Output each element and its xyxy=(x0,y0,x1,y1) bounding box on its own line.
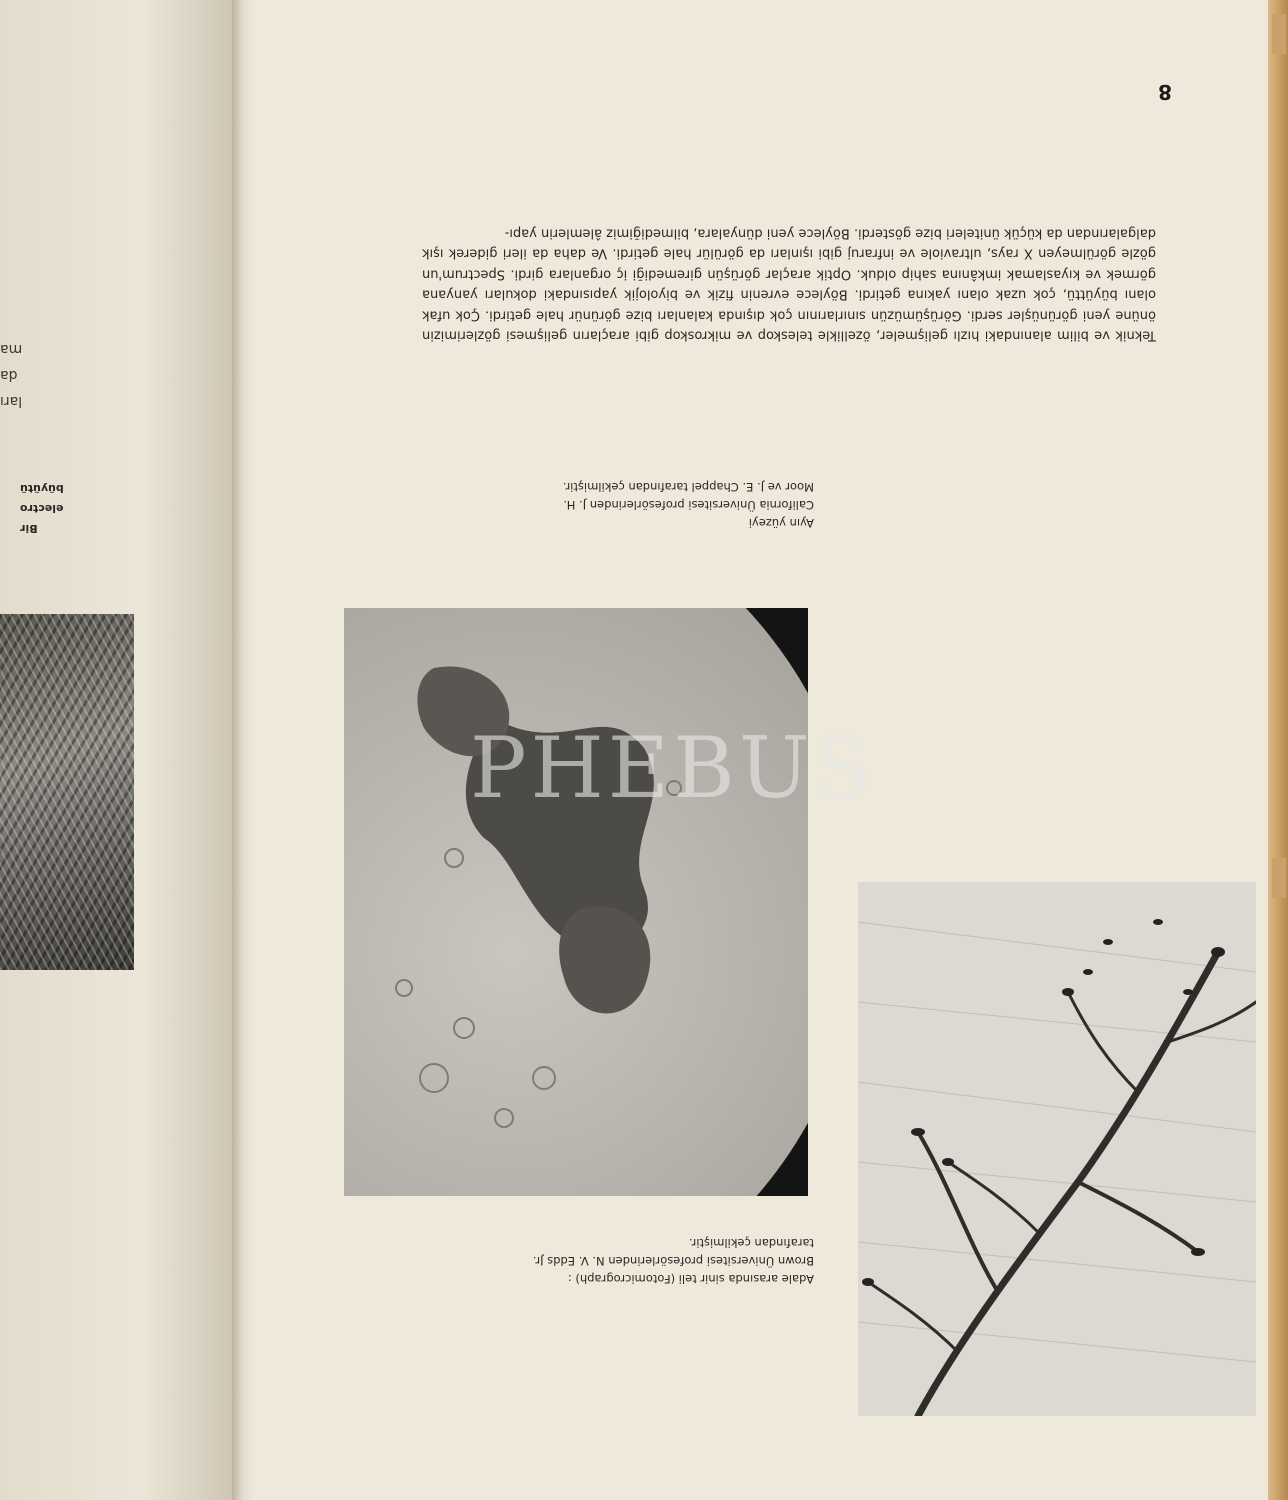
moon-illustration xyxy=(344,608,808,1196)
body-paragraph: Teknik ve bilim alanındaki hızlı gelişmeler, özellikle teleskop ve mikroskop gibi araçların gelişmesi gözlerimizin önüne yeni görünüşler serdi. Görüşümüzün sınırlarının çok dışında kalanları bize görünür hale getirdi. Çok ufak olanı büyüttü, çok uzak olanı yakına getirdi. Böylece evrenin fizik ve biyolojik yapısındaki dokuları yanyana görmek ve kıyaslamak imkânına sahip olduk. Optik araçlar görüşün giremediği iç organlara girdi. Spectrum'un gözle görülmeyen X rays, ultraviole ve infraruj gibi ışınları da görülür hale getirdi. Ve daha da ileri giderek ışık dalgalarından da küçük üniteleri bize gösterdi. Böylece yeni dünyalara, bilmediğimiz âlemlerin yapı- xyxy=(422,225,1156,343)
left-text-line: ma xyxy=(0,341,23,357)
page-edge xyxy=(1268,0,1288,1500)
left-text-line: ları xyxy=(0,393,23,409)
left-caption-line: büyütü xyxy=(20,482,64,495)
moon-caption: Ayın yüzeyi California Üniversitesi profesörlerinden J. H. Moor ve J. E. Chappel tarafından çekilmiştir. xyxy=(562,480,814,530)
nerve-fiber-photo xyxy=(858,882,1256,1416)
moon-photo xyxy=(344,608,808,1196)
watermark-phebus: PHEBUS xyxy=(470,719,876,817)
nerve-caption: Adale arasında sinir teli (Fotomicrograph) : Brown Üniversitesi profesörlerinden N. V. Edds Jr. tarafından çekilmiştir. xyxy=(532,1236,814,1286)
left-caption-line: electro xyxy=(20,502,64,515)
page-tab xyxy=(1272,858,1286,898)
page-tab xyxy=(1272,14,1286,54)
nerve-fiber-illustration xyxy=(858,882,1256,1416)
left-photo-fibers xyxy=(0,614,134,970)
left-caption-line: Bir xyxy=(20,522,38,535)
page-number: 8 xyxy=(1158,80,1172,104)
left-page-text xyxy=(0,336,60,414)
book-spine xyxy=(232,0,258,1500)
left-text-line: da xyxy=(0,367,18,383)
left-page xyxy=(0,0,232,1500)
left-page-caption xyxy=(20,478,140,538)
